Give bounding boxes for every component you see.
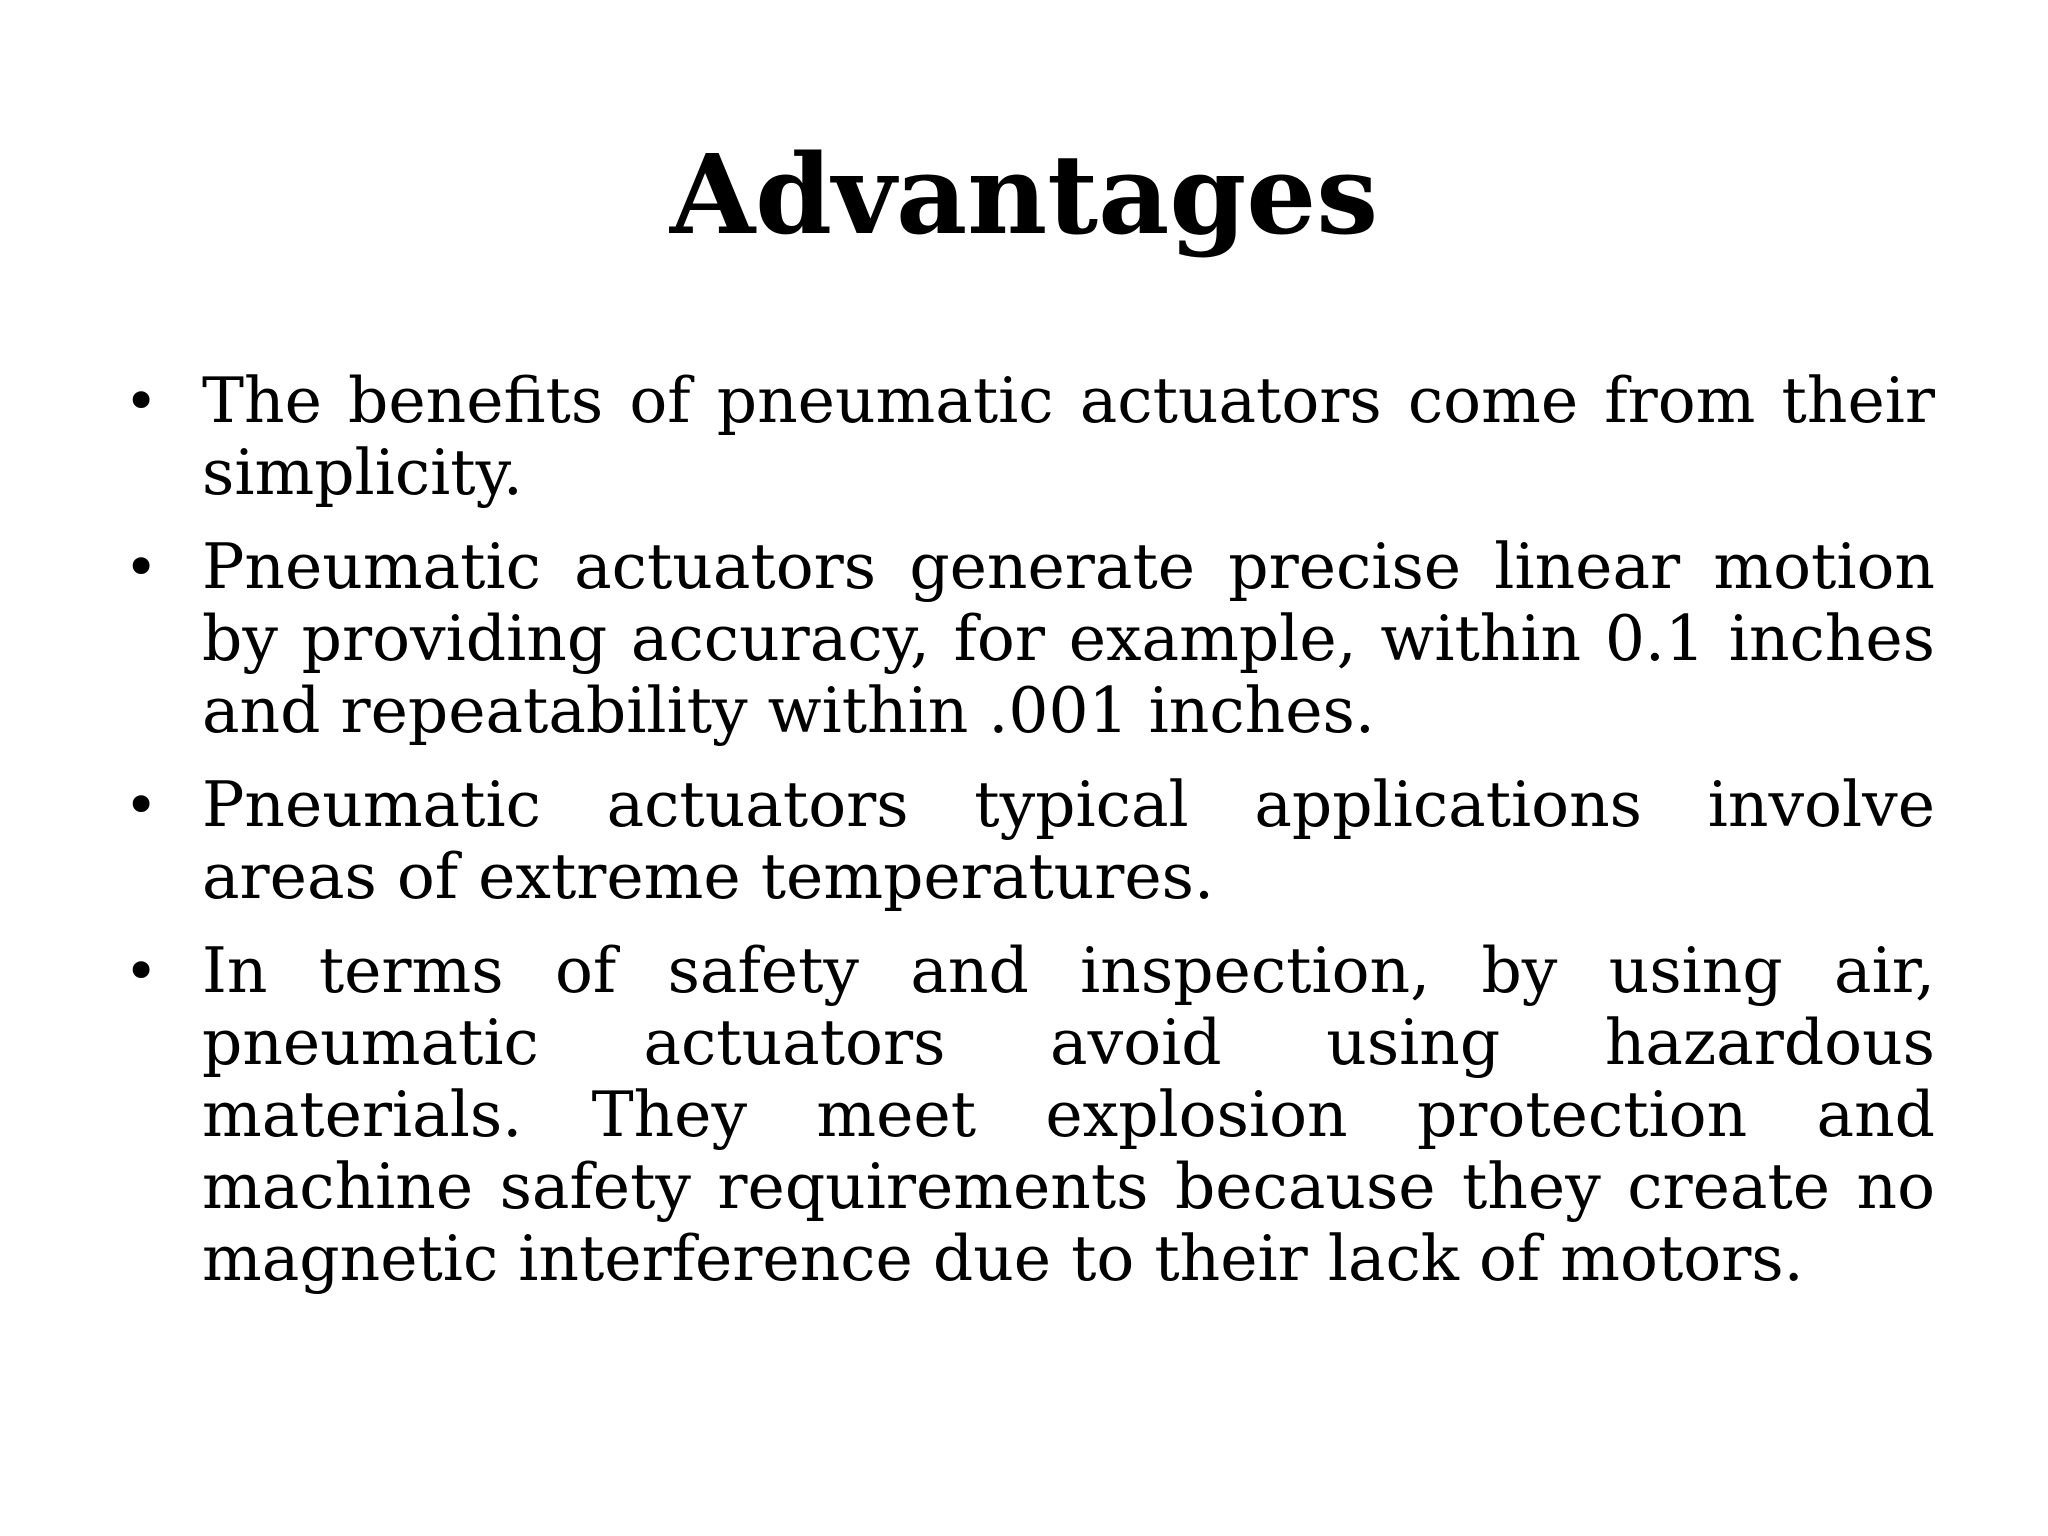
bullet-item xyxy=(120,769,1935,913)
bullet-text: Pneumatic actuators generate precise linear motion by providing accuracy, for example, within 0.1 inches and repeatability within .001 inches. xyxy=(202,530,1935,747)
bullet-text: Pneumatic actuators typical applications involve areas of extreme temperatures. xyxy=(202,768,1935,913)
bullet-text: In terms of safety and inspection, by using air, pneumatic actuators avoid using hazardous materials. They meet explosion protection and machine safety requirements because they create no magnetic interference due to their lack of motors. xyxy=(202,934,1935,1295)
bullet-dot-icon: • xyxy=(124,771,159,839)
bullet-dot-icon: • xyxy=(124,533,159,601)
slide-title: Advantages xyxy=(669,130,1379,259)
bullet-item xyxy=(120,531,1935,747)
bullet-dot-icon: • xyxy=(124,367,159,435)
bullet-text: The benefits of pneumatic actuators come from their simplicity. xyxy=(202,364,1935,509)
bullet-item xyxy=(120,935,1935,1295)
bullet-list xyxy=(120,365,1935,1317)
bullet-item xyxy=(120,365,1935,509)
bullet-dot-icon: • xyxy=(124,937,159,1005)
